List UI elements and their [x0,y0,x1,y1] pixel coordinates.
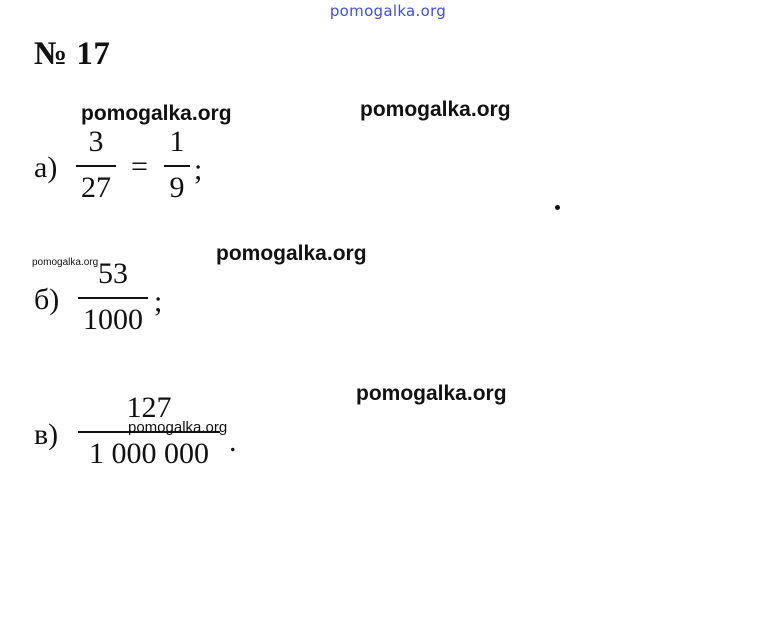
stray-dot [555,205,560,210]
item-b-fraction-bar [78,297,148,299]
item-c-numerator: 127 [126,391,172,424]
item-a-left-numerator: 3 [88,125,104,158]
item-b-denominator: 1000 [83,303,143,336]
watermark-label: pomogalka.org [356,382,507,405]
item-b-terminator: ; [154,285,163,318]
watermark-label: pomogalka.org [360,98,511,121]
watermark-label: pomogalka.org [81,102,232,125]
item-a-right-denominator: 9 [169,171,185,204]
item-c-terminator: . [229,425,237,458]
item-a-label: а) [34,151,58,184]
item-c-denominator: 1 000 000 [89,437,209,470]
header-watermark: pomogalka.org [329,2,447,20]
watermark-label: pomogalka.org [216,242,367,265]
item-a-right-numerator: 1 [169,125,185,158]
item-a-terminator: ; [194,153,203,186]
item-c-label: в) [34,418,59,451]
item-a-left-denominator: 27 [81,171,111,204]
watermark-label: pomogalka.org [128,419,228,436]
item-a-equals: = [131,150,148,183]
item-a-right-fraction-bar [164,165,190,167]
item-b-numerator: 53 [98,257,128,290]
problem-title: № 17 [34,36,111,72]
item-a-left-fraction-bar [76,165,116,167]
item-b-label: б) [34,283,60,316]
watermark-label: pomogalka.org [32,257,99,268]
